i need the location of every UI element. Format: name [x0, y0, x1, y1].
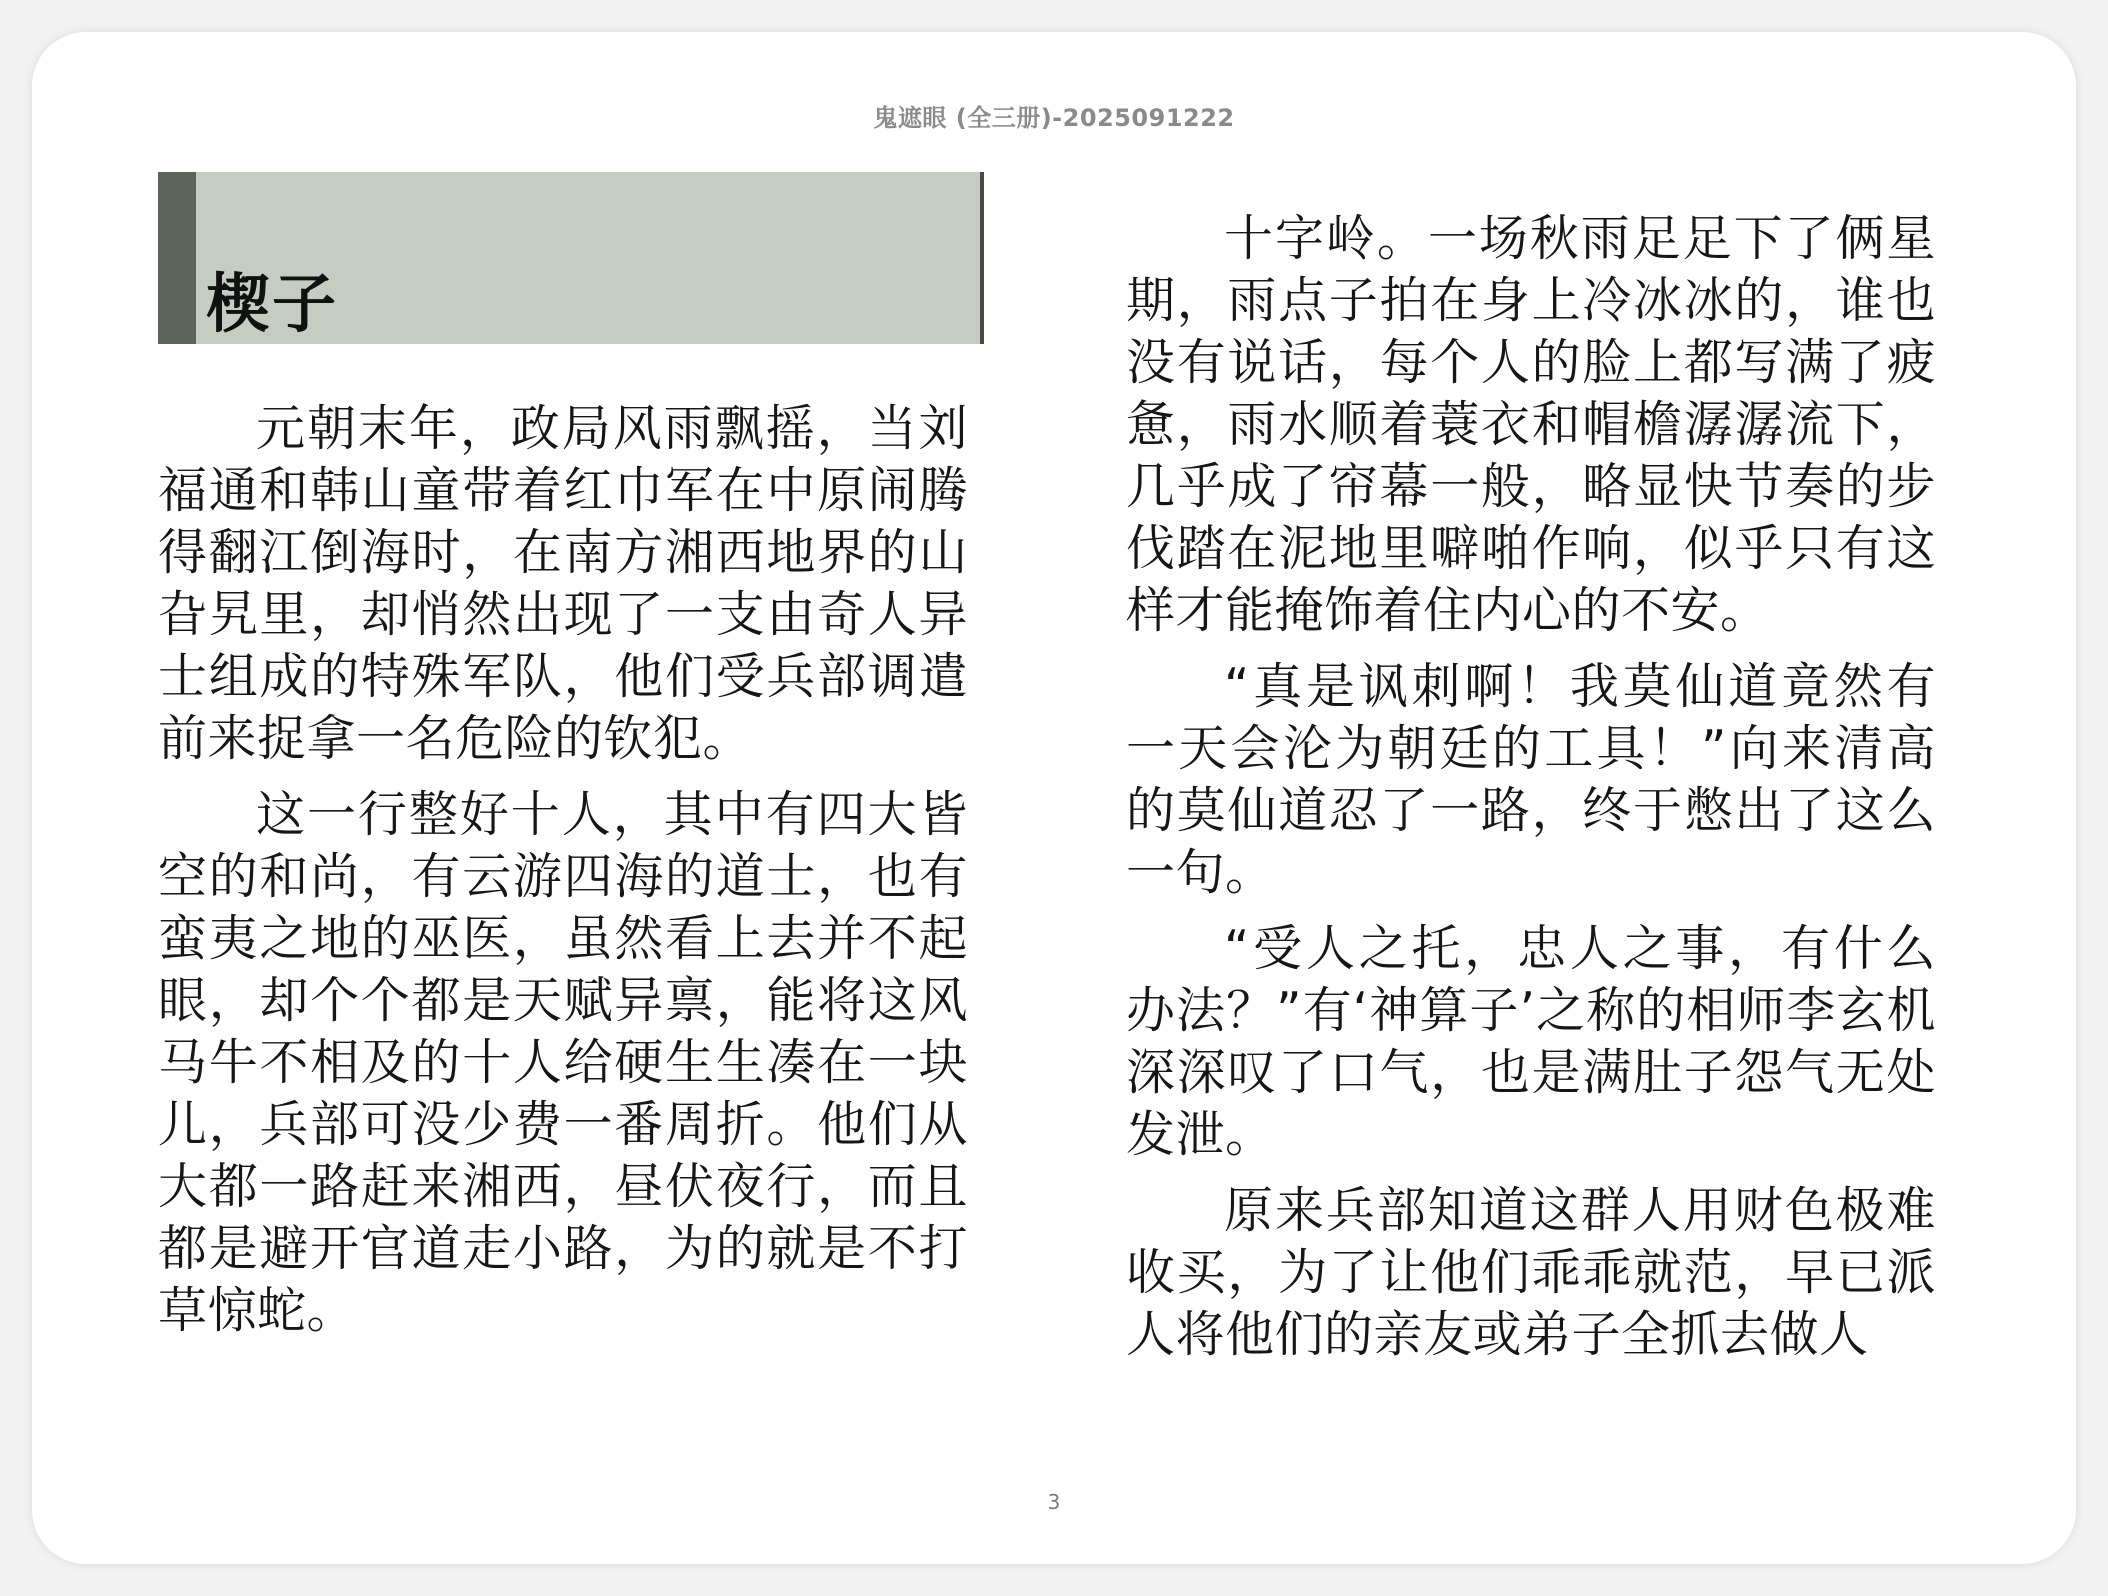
right-column — [1126, 208, 1936, 1380]
paragraph: “真是讽刺啊！我莫仙道竟然有一天会沦为朝廷的工具！”向来清高的莫仙道忍了一路，终于憋出了这么一句。 — [1126, 658, 1936, 901]
book-page[interactable] — [32, 32, 2076, 1564]
paragraph: 十字岭。一场秋雨足足下了俩星期，雨点子拍在身上冷冰冰的，谁也没有说话，每个人的脸上都写满了疲惫，雨水顺着蓑衣和帽檐潺潺流下，几乎成了帘幕一般，略显快节奏的步伐踏在泥地里噼啪作响，似乎只有这样才能掩饰着住内心的不安。 — [1126, 210, 1936, 639]
paragraph: “受人之托，忠人之事，有什么办法？”有‘神算子’之称的相师李玄机深深叹了口气，也是满肚子怨气无处发泄。 — [1126, 920, 1936, 1163]
paragraph: 元朝末年，政局风雨飘摇，当刘福通和韩山童带着红巾军在中原闹腾得翻江倒海时，在南方湘西地界的山旮旯里，却悄然出现了一支由奇人异士组成的特殊军队，他们受兵部调遣前来捉拿一名危险的钦犯。 — [158, 400, 968, 767]
chapter-title: 楔子 — [206, 268, 338, 342]
book-title: 鬼遮眼 (全三册)-2025091222 — [873, 104, 1235, 132]
left-column — [158, 172, 968, 1356]
paragraph: 这一行整好十人，其中有四大皆空的和尚，有云游四海的道士，也有蛮夷之地的巫医，虽然看上去并不起眼，却个个都是天赋异禀，能将这风马牛不相及的十人给硬生生凑在一块儿，兵部可没少费一番周折。他们从大都一路赶来湘西，昼伏夜行，而且都是避开官道走小路，为的就是不打草惊蛇。 — [158, 786, 968, 1339]
page-number: 3 — [1047, 1490, 1061, 1514]
paragraph: 原来兵部知道这群人用财色极难收买，为了让他们乖乖就范，早已派人将他们的亲友或弟子全抓去做人 — [1126, 1182, 1936, 1363]
chapter-header — [158, 172, 984, 344]
